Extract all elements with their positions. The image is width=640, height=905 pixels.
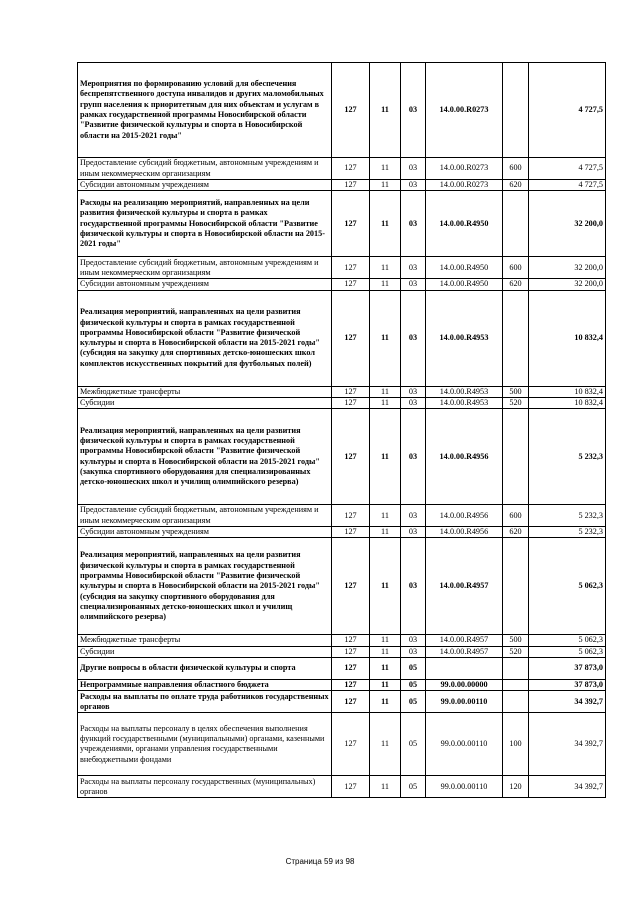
cell-grbs: 127 (332, 290, 370, 386)
cell-sum: 32 200,0 (529, 191, 606, 257)
cell-vr: 120 (503, 776, 529, 798)
cell-name: Реализация мероприятий, направленных на цели развития физической культуры и спорта в рамках государственной программы Новосибирской области "Развитие физической культуры и спорта в Новосибирской области на 2015-2021 годы" (субсидия на закупку для спортивных детско-юношеских школ комплектов искусственных покрытий для футбольных полей) (78, 290, 332, 386)
cell-rz: 11 (370, 180, 401, 191)
cell-vr: 520 (503, 646, 529, 657)
table-row (78, 290, 606, 386)
cell-sum: 10 832,4 (529, 397, 606, 408)
cell-name: Мероприятия по формированию условий для обеспечения беспрепятственного доступа инвалидов и других маломобильных групп населения к приоритетным для них объектам и услугам в рамках государственной программы Новосибирской области "Развитие физической культуры и спорта в Новосибирской области на 2015-2021 годы" (78, 63, 332, 158)
cell-vr: 500 (503, 386, 529, 397)
cell-csr: 99.0.00.00110 (426, 713, 503, 776)
cell-csr: 99.0.00.00110 (426, 776, 503, 798)
cell-vr: 620 (503, 527, 529, 538)
cell-csr: 14.0.00.R4957 (426, 635, 503, 646)
cell-rz: 11 (370, 257, 401, 279)
cell-sum: 34 392,7 (529, 691, 606, 713)
cell-rz: 11 (370, 680, 401, 691)
cell-csr: 14.0.00.R4950 (426, 191, 503, 257)
table-row (78, 386, 606, 397)
cell-pr: 05 (401, 713, 426, 776)
cell-rz: 11 (370, 713, 401, 776)
cell-grbs: 127 (332, 63, 370, 158)
cell-sum: 10 832,4 (529, 386, 606, 397)
cell-sum: 34 392,7 (529, 713, 606, 776)
table-row (78, 257, 606, 279)
table-row (78, 180, 606, 191)
cell-grbs: 127 (332, 279, 370, 290)
cell-vr (503, 409, 529, 505)
cell-grbs: 127 (332, 180, 370, 191)
cell-pr: 03 (401, 158, 426, 180)
cell-csr: 14.0.00.R4956 (426, 505, 503, 527)
cell-rz: 11 (370, 290, 401, 386)
cell-sum: 5 232,3 (529, 505, 606, 527)
cell-vr (503, 658, 529, 680)
cell-vr: 520 (503, 397, 529, 408)
cell-grbs: 127 (332, 397, 370, 408)
table-row (78, 691, 606, 713)
cell-name: Субсидии автономным учреждениям (78, 279, 332, 290)
cell-rz: 11 (370, 279, 401, 290)
cell-rz: 11 (370, 776, 401, 798)
cell-name: Расходы на выплаты персоналу в целях обеспечения выполнения функций государственными (муниципальными) органами, казенными учреждениями, органами управления государственными внебюджетными фондами (78, 713, 332, 776)
cell-grbs: 127 (332, 680, 370, 691)
cell-rz: 11 (370, 397, 401, 408)
table-row (78, 158, 606, 180)
cell-rz: 11 (370, 646, 401, 657)
cell-csr: 14.0.00.R4953 (426, 290, 503, 386)
cell-vr (503, 290, 529, 386)
page-footer: Страница 59 из 98 (285, 857, 355, 866)
cell-rz: 11 (370, 691, 401, 713)
table-row (78, 63, 606, 158)
table-row (78, 279, 606, 290)
cell-grbs: 127 (332, 257, 370, 279)
cell-name: Другие вопросы в области физической культуры и спорта (78, 658, 332, 680)
cell-name: Предоставление субсидий бюджетным, автономным учреждениям и иным некоммерческим организациям (78, 505, 332, 527)
cell-csr: 14.0.00.R0273 (426, 180, 503, 191)
cell-rz: 11 (370, 505, 401, 527)
table-row (78, 538, 606, 635)
cell-grbs: 127 (332, 646, 370, 657)
cell-pr: 03 (401, 538, 426, 635)
cell-name: Предоставление субсидий бюджетным, автономным учреждениям и иным некоммерческим организациям (78, 158, 332, 180)
cell-grbs: 127 (332, 776, 370, 798)
cell-sum: 5 232,3 (529, 527, 606, 538)
cell-rz: 11 (370, 386, 401, 397)
cell-rz: 11 (370, 63, 401, 158)
table-row (78, 505, 606, 527)
cell-csr: 14.0.00.R0273 (426, 63, 503, 158)
cell-sum: 32 200,0 (529, 257, 606, 279)
cell-pr: 03 (401, 63, 426, 158)
cell-grbs: 127 (332, 538, 370, 635)
table-row (78, 191, 606, 257)
cell-name: Субсидии (78, 646, 332, 657)
cell-name: Реализация мероприятий, направленных на цели развития физической культуры и спорта в рамках государственной программы Новосибирской области "Развитие физической культуры и спорта в Новосибирской области на 2015-2021 годы" (субсидия на закупку спортивного оборудования для специализированных детско-юношеских школ и училищ олимпийского резерва) (78, 538, 332, 635)
cell-pr: 05 (401, 680, 426, 691)
table-row (78, 409, 606, 505)
cell-pr: 03 (401, 409, 426, 505)
cell-vr: 600 (503, 257, 529, 279)
cell-vr: 620 (503, 279, 529, 290)
cell-grbs: 127 (332, 386, 370, 397)
cell-csr: 14.0.00.R0273 (426, 158, 503, 180)
cell-csr: 14.0.00.R4956 (426, 409, 503, 505)
table-row (78, 713, 606, 776)
cell-pr: 03 (401, 290, 426, 386)
cell-pr: 03 (401, 191, 426, 257)
cell-name: Межбюджетные трансферты (78, 635, 332, 646)
cell-name: Субсидии автономным учреждениям (78, 527, 332, 538)
table-row (78, 397, 606, 408)
cell-sum: 4 727,5 (529, 180, 606, 191)
cell-vr (503, 680, 529, 691)
cell-csr: 14.0.00.R4953 (426, 397, 503, 408)
budget-table (77, 62, 606, 798)
cell-grbs: 127 (332, 691, 370, 713)
cell-sum: 37 873,0 (529, 680, 606, 691)
cell-pr: 03 (401, 397, 426, 408)
cell-pr: 03 (401, 279, 426, 290)
cell-csr: 14.0.00.R4957 (426, 538, 503, 635)
cell-sum: 32 200,0 (529, 279, 606, 290)
cell-name: Межбюджетные трансферты (78, 386, 332, 397)
cell-csr: 99.0.00.00000 (426, 680, 503, 691)
cell-name: Предоставление субсидий бюджетным, автономным учреждениям и иным некоммерческим организациям (78, 257, 332, 279)
cell-pr: 03 (401, 505, 426, 527)
cell-vr: 500 (503, 635, 529, 646)
cell-pr: 03 (401, 527, 426, 538)
cell-sum: 34 392,7 (529, 776, 606, 798)
cell-name: Реализация мероприятий, направленных на цели развития физической культуры и спорта в рамках государственной программы Новосибирской области "Развитие физической культуры и спорта в Новосибирской области на 2015-2021 годы" (закупка спортивного оборудования для специализированных детско-юношеских школ и училищ олимпийского резерва) (78, 409, 332, 505)
cell-grbs: 127 (332, 658, 370, 680)
cell-grbs: 127 (332, 409, 370, 505)
cell-csr: 14.0.00.R4950 (426, 257, 503, 279)
cell-rz: 11 (370, 158, 401, 180)
cell-sum: 37 873,0 (529, 658, 606, 680)
cell-csr: 99.0.00.00110 (426, 691, 503, 713)
cell-csr: 14.0.00.R4953 (426, 386, 503, 397)
cell-name: Субсидии автономным учреждениям (78, 180, 332, 191)
table-row (78, 527, 606, 538)
cell-pr: 05 (401, 658, 426, 680)
cell-csr (426, 658, 503, 680)
cell-rz: 11 (370, 538, 401, 635)
cell-sum: 4 727,5 (529, 63, 606, 158)
cell-rz: 11 (370, 635, 401, 646)
cell-pr: 03 (401, 180, 426, 191)
cell-sum: 4 727,5 (529, 158, 606, 180)
table-row (78, 635, 606, 646)
table-row (78, 646, 606, 657)
cell-grbs: 127 (332, 191, 370, 257)
cell-grbs: 127 (332, 158, 370, 180)
cell-pr: 05 (401, 691, 426, 713)
cell-vr (503, 191, 529, 257)
cell-sum: 5 062,3 (529, 538, 606, 635)
cell-sum: 10 832,4 (529, 290, 606, 386)
cell-grbs: 127 (332, 527, 370, 538)
cell-sum: 5 062,3 (529, 635, 606, 646)
cell-vr (503, 63, 529, 158)
cell-csr: 14.0.00.R4950 (426, 279, 503, 290)
cell-vr: 600 (503, 158, 529, 180)
cell-name: Субсидии (78, 397, 332, 408)
cell-grbs: 127 (332, 505, 370, 527)
cell-vr: 600 (503, 505, 529, 527)
table-row (78, 776, 606, 798)
cell-grbs: 127 (332, 635, 370, 646)
cell-pr: 03 (401, 386, 426, 397)
cell-rz: 11 (370, 658, 401, 680)
cell-vr (503, 691, 529, 713)
cell-grbs: 127 (332, 713, 370, 776)
cell-vr: 100 (503, 713, 529, 776)
cell-pr: 03 (401, 646, 426, 657)
cell-pr: 05 (401, 776, 426, 798)
cell-name: Расходы на выплаты по оплате труда работников государственных органов (78, 691, 332, 713)
cell-pr: 03 (401, 257, 426, 279)
cell-vr: 620 (503, 180, 529, 191)
cell-name: Расходы на реализацию мероприятий, направленных на цели развития физической культуры и спорта в рамках государственной программы Новосибирской области "Развитие физической культуры и спорта в Новосибирской области на 2015-2021 годы" (78, 191, 332, 257)
cell-name: Расходы на выплаты персоналу государственных (муниципальных) органов (78, 776, 332, 798)
cell-sum: 5 232,3 (529, 409, 606, 505)
cell-csr: 14.0.00.R4957 (426, 646, 503, 657)
cell-rz: 11 (370, 191, 401, 257)
cell-name: Непрограммные направления областного бюджета (78, 680, 332, 691)
cell-sum: 5 062,3 (529, 646, 606, 657)
cell-csr: 14.0.00.R4956 (426, 527, 503, 538)
table-row (78, 680, 606, 691)
cell-pr: 03 (401, 635, 426, 646)
cell-vr (503, 538, 529, 635)
cell-rz: 11 (370, 527, 401, 538)
cell-rz: 11 (370, 409, 401, 505)
table-row (78, 658, 606, 680)
